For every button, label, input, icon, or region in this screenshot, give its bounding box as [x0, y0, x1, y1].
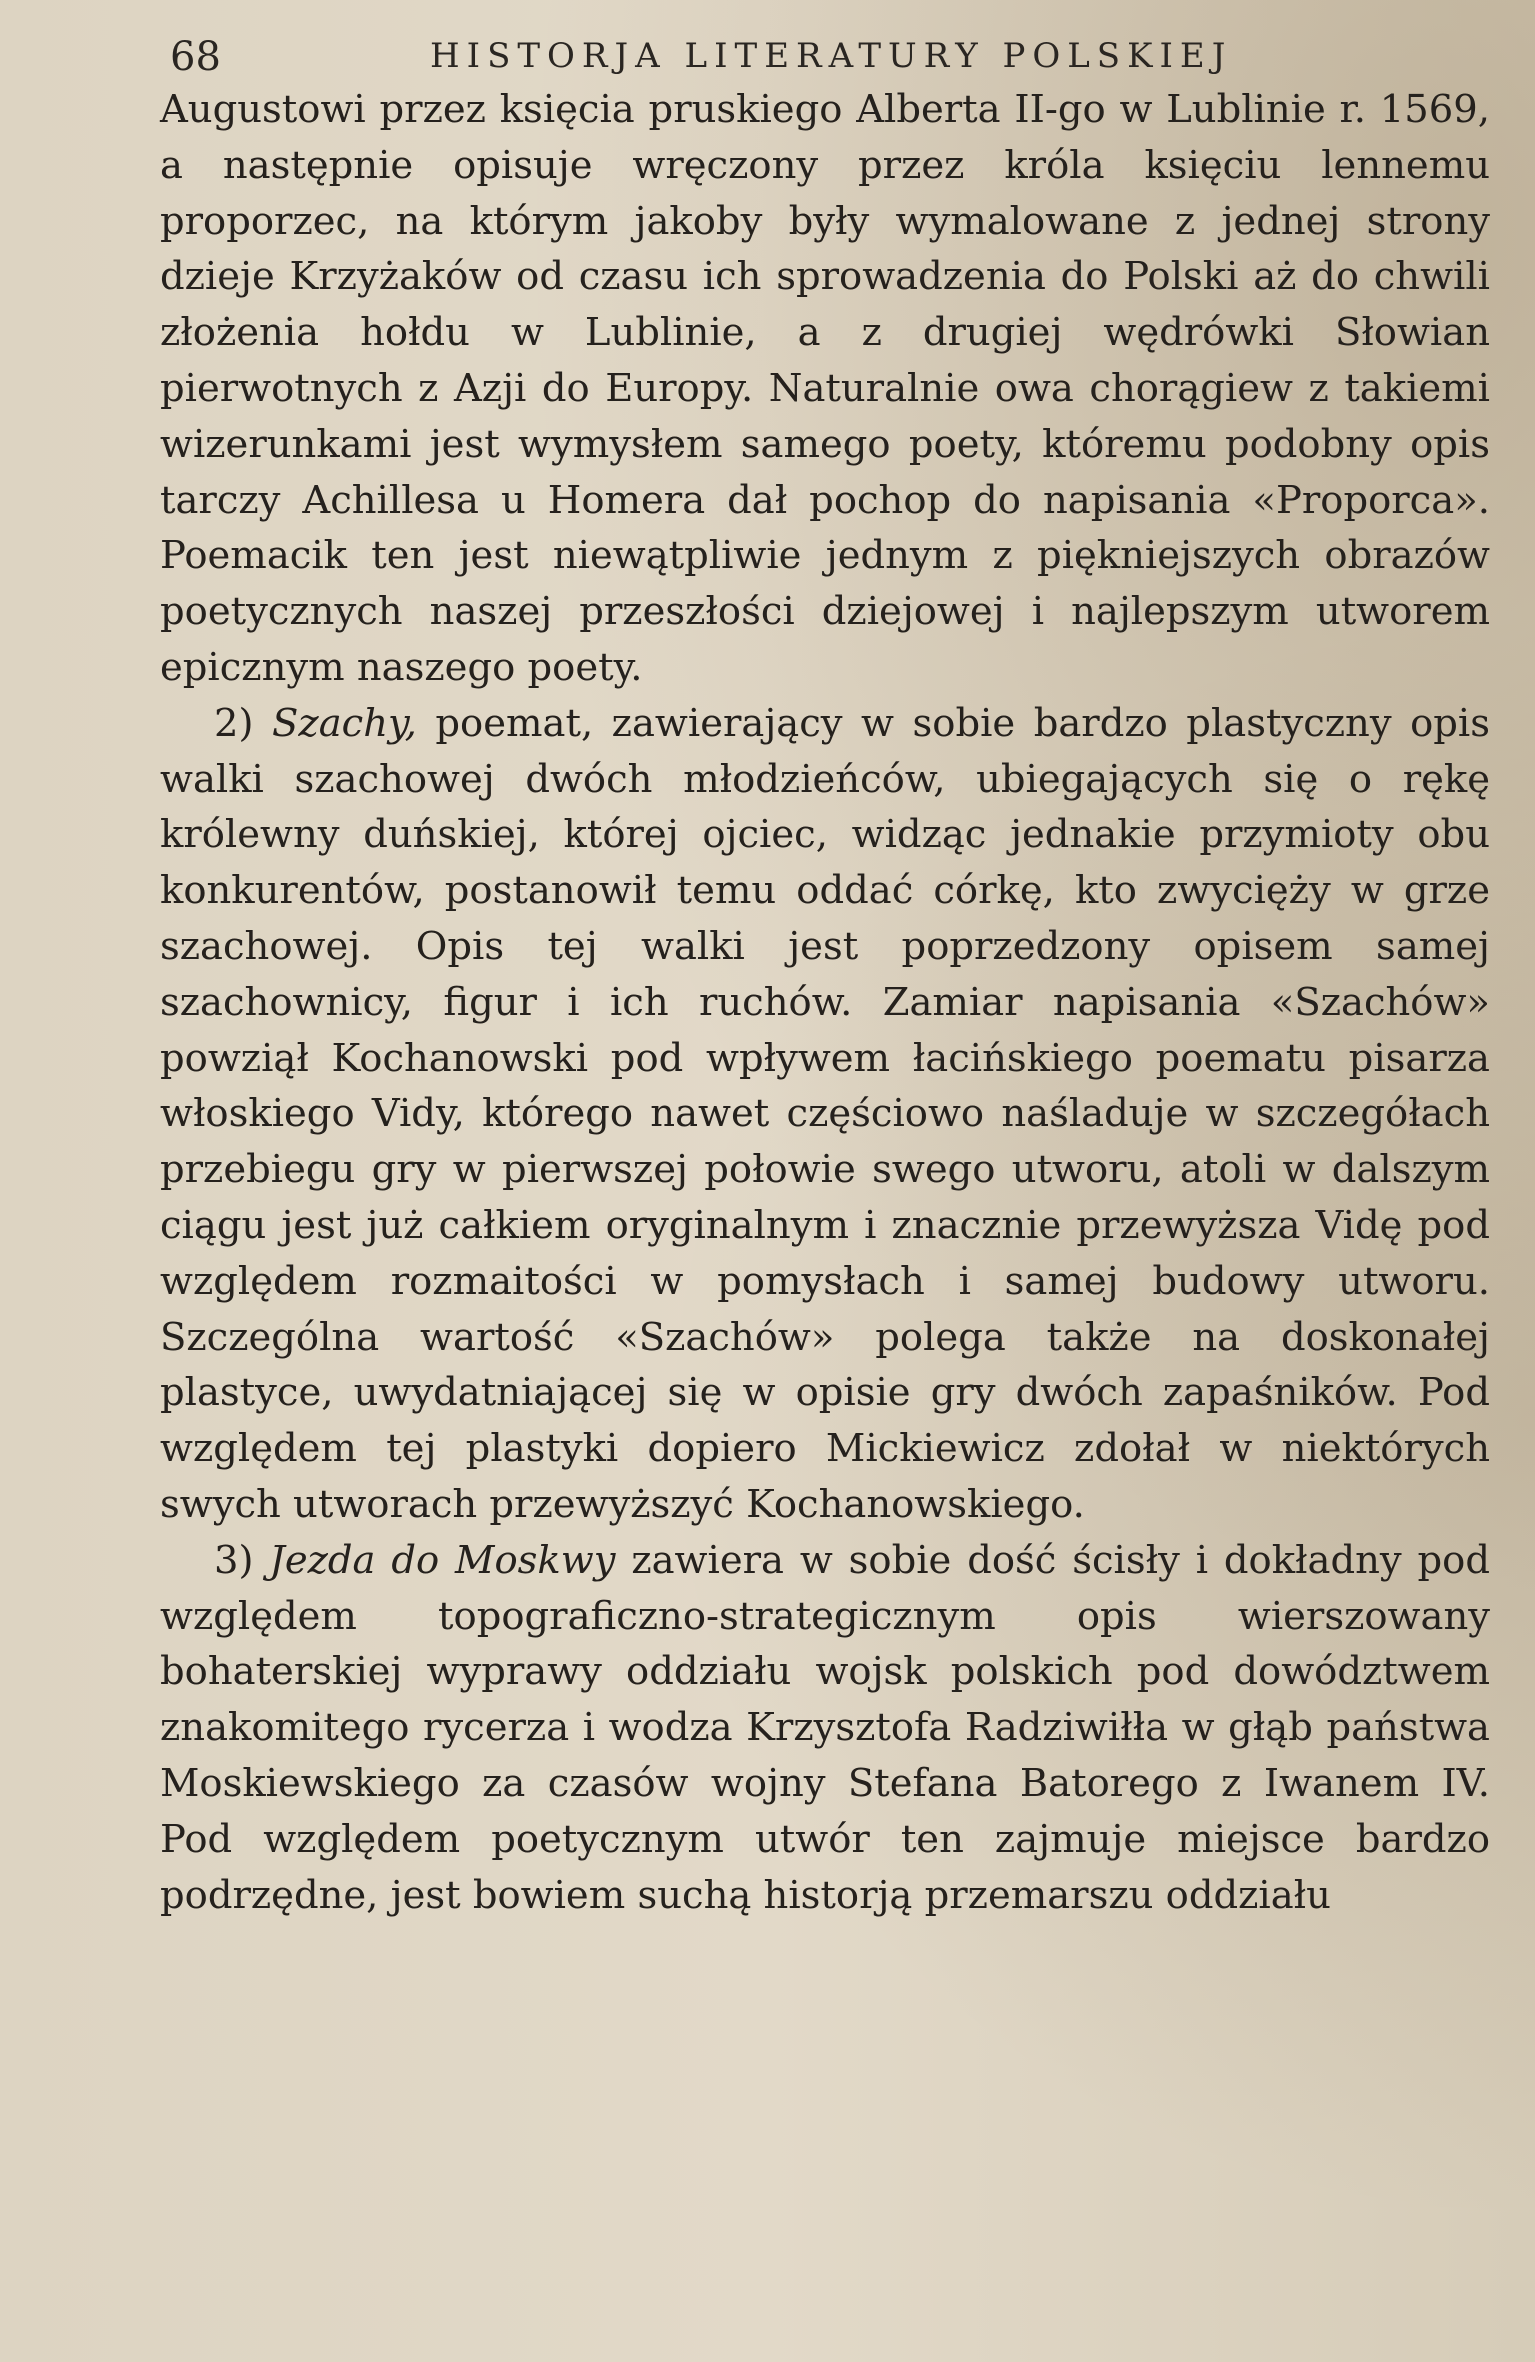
list-number: 2) — [214, 700, 273, 746]
page-header — [160, 28, 1490, 88]
page-number: 68 — [170, 34, 221, 80]
paragraph-text: poemat, zawierający w sobie bardzo plastyczny opis walki szachowej dwóch młodzieńców, ubiegających się o rękę królewny duńskiej, której ojciec, widząc jednakie przymioty obu konkurentów, postanowił temu oddać córkę, kto zwycięży w grze szachowej. Opis tej walki jest poprzedzony opisem samej szachownicy, figur i ich ruchów. Zamiar napisania «Szachów» powziął Kochanowski pod wpływem łacińskiego poematu pisarza włoskiego Vidy, którego nawet częściowo naśladuje w szczegółach przebiegu gry w pierwszej połowie swego utworu, atoli w dalszym ciągu jest już całkiem oryginalnym i znacznie przewyższa Vidę pod względem rozmaitości w pomysłach i samej budowy utworu. Szczególna wartość «Szachów» polega także na doskonałej plastyce, uwydatniającej się w opisie gry dwóch zapaśników. Pod względem tej plastyki dopiero Mickiewicz zdołał w niektórych swych utworach przewyższyć Kochanowskiego. — [160, 700, 1490, 1527]
work-title: Jezda do Moskwy — [269, 1537, 616, 1583]
paragraph-continuation — [160, 82, 1490, 696]
body-text — [160, 82, 1490, 1923]
list-number: 3) — [214, 1537, 270, 1583]
paragraph-szachy — [160, 696, 1490, 1533]
running-title: HISTORJA LITERATURY POLSKIEJ — [430, 36, 1233, 76]
paragraph-text: zawiera w sobie dość ścisły i dokładny pod względem topograficzno-strategicznym opis wierszowany bohaterskiej wyprawy oddziału wojsk polskich pod dowództwem znakomitego rycerza i wodza Krzysztofa Radziwiłła w głąb państwa Moskiewskiego za czasów wojny Stefana Batorego z Iwanem IV. Pod względem poetycznym utwór ten zajmuje miejsce bardzo podrzędne, jest bowiem suchą historją przemarszu oddziału — [160, 1537, 1491, 1918]
paragraph-jezda — [160, 1533, 1490, 1924]
work-title: Szachy, — [272, 700, 417, 746]
paragraph-text: Augustowi przez księcia pruskiego Alberta II-go w Lublinie r. 1569, a następnie opisuje wręczony przez króla księciu lennemu proporzec, na którym jakoby były wymalowane z jednej strony dzieje Krzyżaków od czasu ich sprowadzenia do Polski aż do chwili złożenia hołdu w Lublinie, a z drugiej wędrówki Słowian pierwotnych z Azji do Europy. Naturalnie owa chorągiew z takiemi wizerunkami jest wymysłem samego poety, któremu podobny opis tarczy Achillesa u Homera dał pochop do napisania «Proporca». Poemacik ten jest niewątpliwie jednym z piękniejszych obrazów poetycznych naszej przeszłości dziejowej i najlepszym utworem epicznym naszego poety. — [160, 87, 1490, 690]
